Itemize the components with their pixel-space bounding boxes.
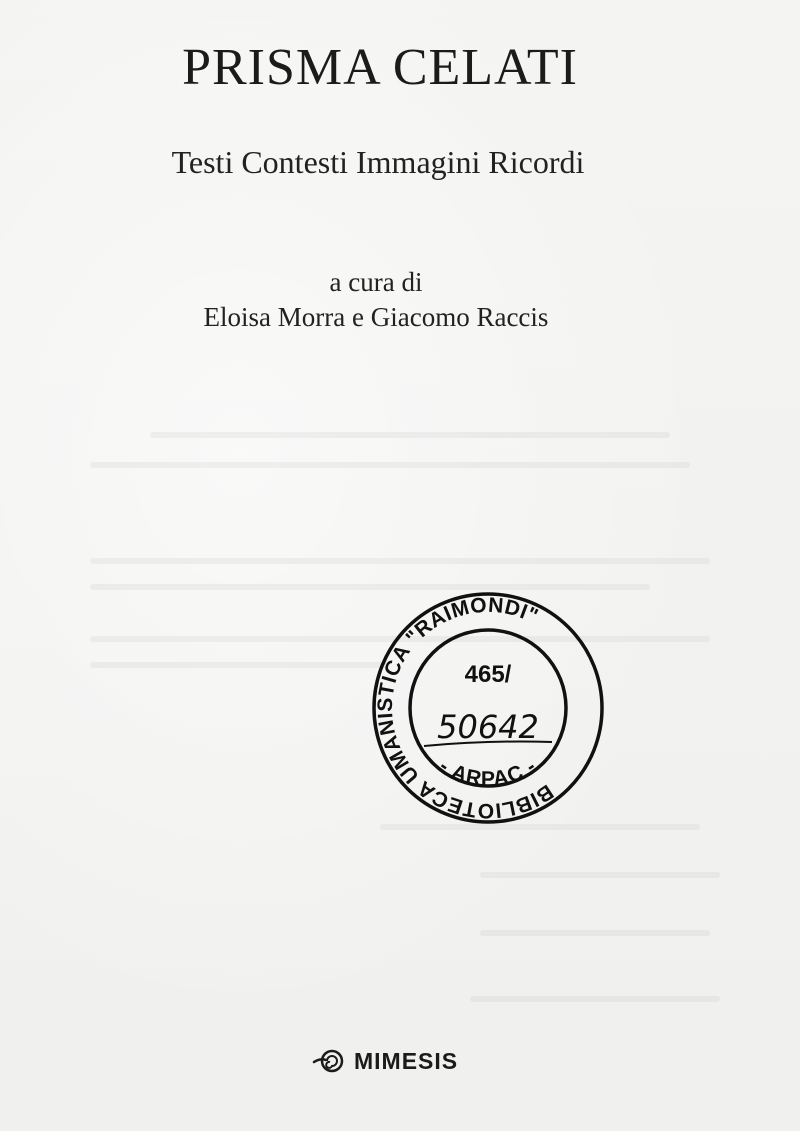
show-through-line	[480, 872, 720, 878]
book-subtitle: Testi Contesti Immagini Ricordi	[171, 144, 585, 180]
stamp-shelf-mark: 465/	[464, 661, 512, 688]
show-through-line	[480, 930, 710, 936]
editors-names: Eloisa Morra e Giacomo Raccis	[203, 302, 549, 332]
stamp-inventory-number: 50642	[437, 708, 539, 746]
curated-by-label: a cura di	[329, 267, 423, 297]
publisher-imprint	[312, 1044, 458, 1078]
show-through-line	[470, 996, 720, 1002]
book-title: PRISMA CELATI	[182, 39, 578, 96]
stamp-ring-text-top: BIBLIOTECA UMANISTICA "RAIMONDI"	[373, 593, 558, 823]
show-through-line	[150, 432, 670, 438]
show-through-line	[90, 662, 390, 668]
svg-text:- ARPAC -	[435, 754, 541, 790]
show-through-line	[90, 558, 710, 564]
stamp-ring-text-bottom: - ARPAC -	[435, 754, 541, 791]
show-through-line	[90, 462, 690, 468]
library-stamp	[370, 590, 606, 826]
publisher-name: MIMESIS	[354, 1047, 459, 1074]
snail-shell-icon	[312, 1048, 344, 1074]
